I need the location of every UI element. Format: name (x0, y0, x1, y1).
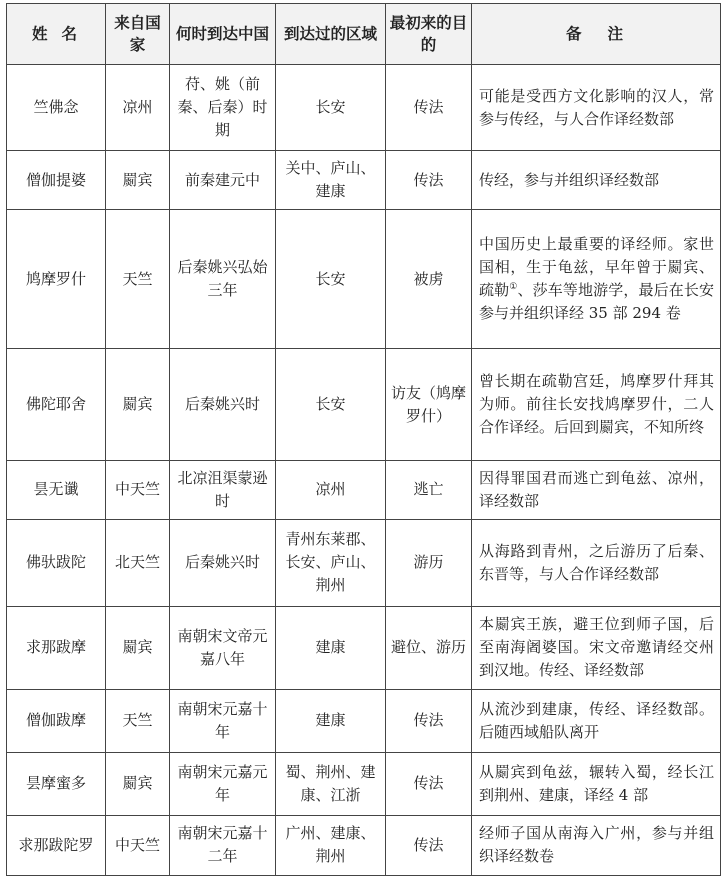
arrival-time: 南朝宋元嘉十二年 (170, 815, 276, 875)
regions-visited: 广州、建康、荆州 (276, 815, 386, 875)
remarks: 从流沙到建康，传经、译经数部。后随西域船队离开 (472, 689, 721, 752)
arrival-time: 南朝宋元嘉元年 (170, 752, 276, 815)
arrival-time: 前秦建元中 (170, 151, 276, 210)
origin-country: 中天竺 (106, 461, 170, 519)
header-note: 备注 (472, 4, 721, 65)
table-row (7, 151, 721, 210)
remarks: 因得罪国君而逃亡到龟兹、凉州，译经数部 (472, 461, 721, 519)
regions-visited: 青州东莱郡、长安、庐山、荆州 (276, 519, 386, 606)
regions-visited: 凉州 (276, 461, 386, 519)
monk-name: 昙摩蜜多 (7, 752, 106, 815)
remarks: 从罽宾到龟兹，辗转入蜀，经长江到荆州、建康，译经 4 部 (472, 752, 721, 815)
origin-country: 北天竺 (106, 519, 170, 606)
monk-name: 僧伽提婆 (7, 151, 106, 210)
origin-country: 凉州 (106, 65, 170, 151)
monk-name: 竺佛念 (7, 65, 106, 151)
initial-purpose: 游历 (386, 519, 472, 606)
origin-country: 罽宾 (106, 349, 170, 461)
monk-name: 求那跋陀罗 (7, 815, 106, 875)
remarks: 本罽宾王族，避王位到师子国，后至南海阇婆国。宋文帝邀请经交州到汉地。传经、译经数部 (472, 606, 721, 689)
regions-visited: 长安 (276, 349, 386, 461)
monk-name: 求那跋摩 (7, 606, 106, 689)
remarks: 传经，参与并组织译经数部 (472, 151, 721, 210)
initial-purpose: 逃亡 (386, 461, 472, 519)
arrival-time: 后秦姚兴弘始三年 (170, 210, 276, 349)
arrival-time: 苻、姚（前秦、后秦）时期 (170, 65, 276, 151)
origin-country: 罽宾 (106, 752, 170, 815)
initial-purpose: 传法 (386, 815, 472, 875)
origin-country: 天竺 (106, 689, 170, 752)
initial-purpose: 避位、游历 (386, 606, 472, 689)
initial-purpose: 传法 (386, 65, 472, 151)
remarks: 从海路到青州，之后游历了后秦、东晋等，与人合作译经数部 (472, 519, 721, 606)
initial-purpose: 被虏 (386, 210, 472, 349)
monk-name: 佛陀耶舍 (7, 349, 106, 461)
header-name: 姓名 (7, 4, 106, 65)
table-row (7, 349, 721, 461)
monk-name: 昙无谶 (7, 461, 106, 519)
table-row (7, 815, 721, 875)
table-row (7, 689, 721, 752)
table-row (7, 519, 721, 606)
regions-visited: 长安 (276, 210, 386, 349)
header-origin: 来自国家 (106, 4, 170, 65)
arrival-time: 南朝宋文帝元嘉八年 (170, 606, 276, 689)
regions-visited: 建康 (276, 689, 386, 752)
regions-visited: 长安 (276, 65, 386, 151)
initial-purpose: 传法 (386, 151, 472, 210)
origin-country: 罽宾 (106, 151, 170, 210)
header-when: 何时到达中国 (170, 4, 276, 65)
origin-country: 中天竺 (106, 815, 170, 875)
table-row (7, 461, 721, 519)
monk-name: 佛驮跋陀 (7, 519, 106, 606)
header-regions: 到达过的区域 (276, 4, 386, 65)
regions-visited: 建康 (276, 606, 386, 689)
initial-purpose: 访友（鸠摩罗什） (386, 349, 472, 461)
arrival-time: 南朝宋元嘉十年 (170, 689, 276, 752)
regions-visited: 蜀、荆州、建康、江浙 (276, 752, 386, 815)
table-row (7, 606, 721, 689)
regions-visited: 关中、庐山、建康 (276, 151, 386, 210)
remarks: 中国历史上最重要的译经师。家世国相，生于龟兹，早年曾于罽宾、疏勒①、莎车等地游学，最后在长安参与并组织译经 35 部 294 卷 (472, 210, 721, 349)
header-purpose: 最初来的目的 (386, 4, 472, 65)
monk-name: 鸠摩罗什 (7, 210, 106, 349)
footnote-marker: ① (509, 282, 518, 293)
initial-purpose: 传法 (386, 689, 472, 752)
header-row (7, 4, 721, 65)
origin-country: 罽宾 (106, 606, 170, 689)
origin-country: 天竺 (106, 210, 170, 349)
initial-purpose: 传法 (386, 752, 472, 815)
table-row (7, 752, 721, 815)
remarks: 经师子国从南海入广州，参与并组织译经数卷 (472, 815, 721, 875)
arrival-time: 后秦姚兴时 (170, 349, 276, 461)
table-row (7, 65, 721, 151)
monk-name: 僧伽跋摩 (7, 689, 106, 752)
remarks: 曾长期在疏勒宫廷，鸠摩罗什拜其为师。前往长安找鸠摩罗什，二人合作译经。后回到罽宾，不知所终 (472, 349, 721, 461)
arrival-time: 后秦姚兴时 (170, 519, 276, 606)
table-row (7, 210, 721, 349)
monks-table (6, 3, 721, 876)
remarks: 可能是受西方文化影响的汉人，常参与传经，与人合作译经数部 (472, 65, 721, 151)
arrival-time: 北凉沮渠蒙逊时 (170, 461, 276, 519)
